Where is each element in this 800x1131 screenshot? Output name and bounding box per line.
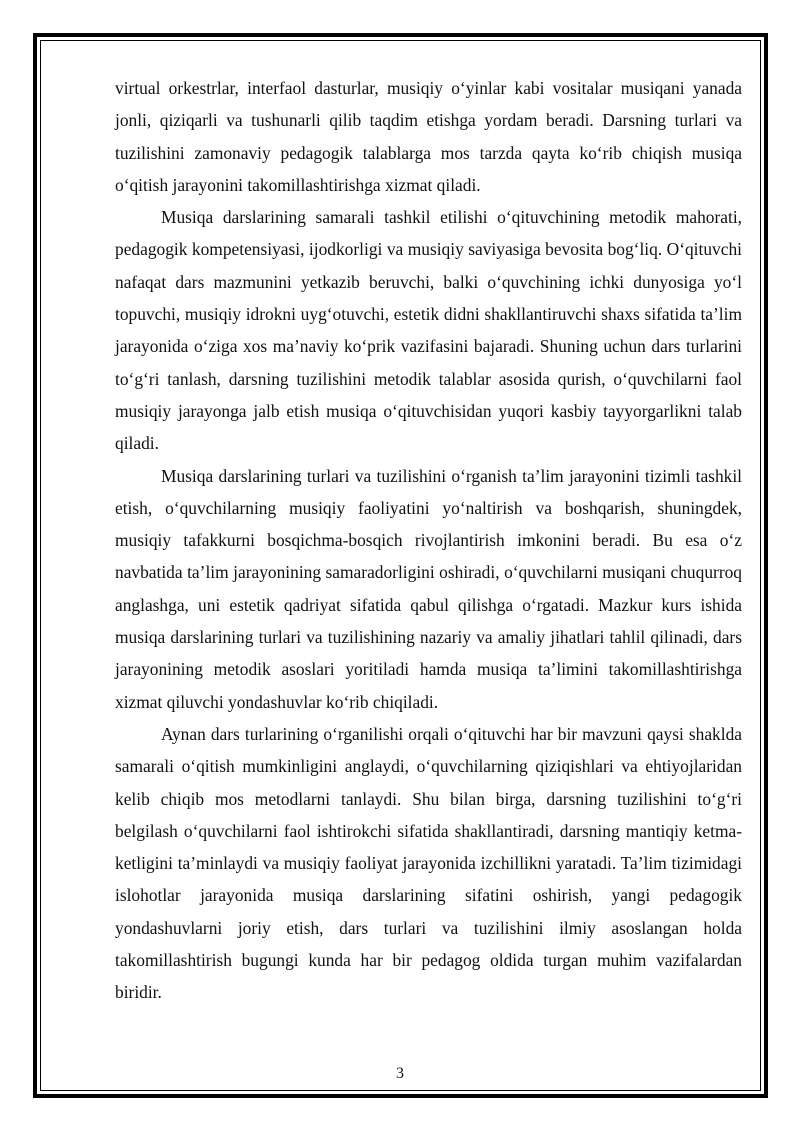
page-number: 3 [396, 1065, 404, 1082]
paragraph: Musiqa darslarining turlari va tuzilishini o‘rganish ta’lim jarayonini tizimli tashkil etish, o‘quvchilarning musiqiy faoliyatini yo‘naltirish va boshqarish, shuningdek, musiqiy tafakkurni bosqichma-bosqich rivojlantirish imkonini beradi. Bu esa o‘z navbatida ta’lim jarayonining samaradorligini oshiradi, o‘quvchilarni musiqani chuqurroq anglashga, uni estetik qadriyat sifatida qabul qilishga o‘rgatadi. Mazkur kurs ishida musiqa darslarining turlari va tuzilishining nazariy va amaliy jihatlari tahlil qilinadi, dars jarayonining metodik asoslari yoritiladi hamda musiqa ta’limini takomillashtirishga xizmat qiluvchi yondashuvlar ko‘rib chiqiladi. [115, 465, 742, 712]
paragraph: Musiqa darslarining samarali tashkil etilishi o‘qituvchining metodik mahorati, pedagogik kompetensiyasi, ijodkorligi va musiqiy saviyasiga bevosita bog‘liq. O‘qituvchi nafaqat dars mazmunini yetkazib beruvchi, balki o‘quvchining ichki dunyosiga yo‘l topuvchi, musiqiy idrokni uyg‘otuvchi, estetik didni shakllantiruvchi shaxs sifatida ta’lim jarayonida o‘ziga xos ma’naviy ko‘prik vazifasini bajaradi. Shuning uchun dars turlarini to‘g‘ri tanlash, darsning tuzilishini metodik talablar asosida qurish, o‘quvchilarni faol musiqiy jarayonga jalb etish musiqa o‘qituvchisidan yuqori kasbiy tayyorgarlikni talab qiladi. [115, 207, 742, 454]
paragraph: Aynan dars turlarining o‘rganilishi orqali o‘qituvchi har bir mavzuni qaysi shaklda samarali o‘qitish mumkinligini anglaydi, o‘quvchilarning qiziqishlari va ehtiyojlaridan kelib chiqib mos metodlarni tanlaydi. Shu bilan birga, darsning tuzilishini to‘g‘ri belgilash o‘quvchilarni faol ishtirokchi sifatida shakllantiradi, darsning mantiqiy ketma-ketligini ta’minlaydi va musiqiy faoliyat jarayonida izchillikni yaratadi. Ta’lim tizimidagi islohotlar jarayonida musiqa darslarining sifatini oshirish, yangi pedagogik yondashuvlarni joriy etish, dars turlari va tuzilishini ilmiy asoslangan holda takomillashtirish bugungi kunda har bir pedagog oldida turgan muhim vazifalardan biridir. [115, 723, 742, 1003]
document-body [115, 72, 742, 1009]
paragraph-continuation: virtual orkestrlar, interfaol dasturlar, musiqiy o‘yinlar kabi vositalar musiqani yanada jonli, qiziqarli va tushunarli qilib taqdim etishga yordam beradi. Darsning turlari va tuzilishini zamonaviy pedagogik talablarga mos tarzda qayta ko‘rib chiqish musiqa o‘qitish jarayonini takomillashtirishga xizmat qiladi. [115, 78, 742, 195]
